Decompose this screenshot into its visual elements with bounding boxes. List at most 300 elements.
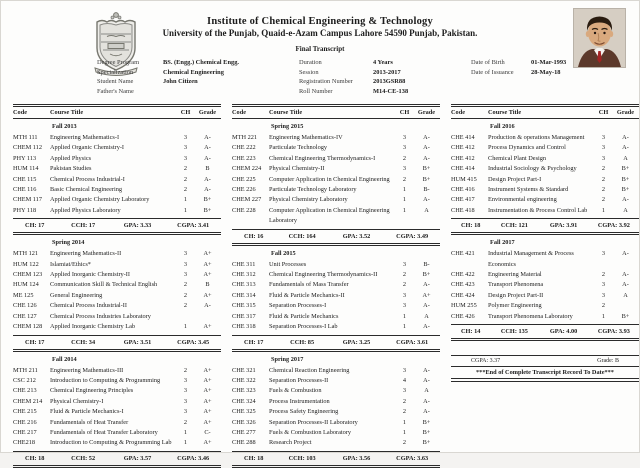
course-row: [451, 133, 639, 143]
info-field: [299, 77, 464, 87]
course-grade: A: [623, 154, 628, 162]
institute-name: Institute of Chemical Engineering & Technology: [207, 16, 433, 27]
transcript-end-box: [451, 355, 639, 382]
course-credit-hours: 2: [601, 175, 606, 183]
course-code: CHE 314: [232, 291, 256, 299]
summary-gpa: GPA: 3.56: [342, 454, 371, 462]
course-row: [13, 133, 221, 143]
course-credit-hours: 2: [402, 439, 407, 447]
course-credit-hours: 2: [183, 165, 188, 173]
semester-block: [13, 237, 221, 351]
course-credit-hours: 3: [402, 302, 407, 310]
student-info-left: [97, 58, 272, 96]
course-grade: A-: [423, 302, 430, 310]
summary-gpa: GPA: 3.51: [123, 338, 152, 346]
course-code: CHE 228: [232, 206, 256, 214]
course-grade: A+: [203, 418, 212, 426]
course-title: Engineering Mathematics-IV: [269, 134, 343, 141]
summary-cch: CCH: 121: [500, 222, 528, 230]
course-grade: B-: [423, 186, 430, 194]
course-code: CHE 317: [232, 312, 256, 320]
semester-summary: [232, 335, 440, 352]
course-credit-hours: 2: [601, 196, 606, 204]
course-grade: A+: [203, 439, 212, 447]
course-code: CHE 126: [13, 302, 37, 310]
course-grade: A: [424, 312, 429, 320]
semester-block: [13, 354, 221, 468]
summary-gpa: GPA: 3.52: [342, 232, 371, 240]
course-grade: B+: [422, 439, 431, 447]
course-credit-hours: 3: [601, 144, 606, 152]
info-field: [471, 58, 621, 68]
course-credit-hours: 1: [183, 323, 188, 331]
course-title: Computer Application in Chemical Engineering: [269, 175, 390, 183]
course-row: [451, 291, 639, 301]
summary-cgpa: CGPA: 3.49: [396, 232, 429, 240]
semester-block: [451, 121, 639, 235]
semester-summary: [13, 451, 221, 468]
course-title: Physical Chemistry-II: [269, 165, 325, 173]
course-grade: B+: [203, 196, 212, 204]
course-credit-hours: 1: [183, 439, 188, 447]
course-code: HUM 415: [451, 175, 477, 183]
student-info-right: [471, 58, 621, 77]
course-row: [232, 206, 440, 227]
course-credit-hours: 3: [183, 376, 188, 384]
course-credit-hours: 3: [183, 134, 188, 141]
course-credit-hours: 3: [402, 291, 407, 299]
course-code: CHE 424: [451, 291, 475, 299]
course-row: [451, 301, 639, 311]
course-title: Engineering Mathematics-I: [50, 134, 120, 141]
course-title: Fundamentals of Mass Transfer: [269, 281, 349, 289]
course-row: [451, 270, 639, 280]
course-credit-hours: 3: [402, 387, 407, 395]
course-grade: A-: [622, 250, 629, 258]
course-row: [13, 206, 221, 216]
field-value: 2013GSR88: [373, 78, 406, 86]
course-credit-hours: 1: [183, 206, 188, 214]
course-title: Communication Skill & Technical English: [50, 281, 158, 289]
course-code: CHE 215: [13, 408, 37, 416]
document-title: Final Transcript: [295, 45, 345, 53]
course-title: Instrument Systems & Standard: [488, 186, 569, 194]
course-title: Pakistan Studies: [50, 165, 92, 173]
course-title: Applied Organic Chemistry Laboratory: [50, 196, 150, 204]
summary-cch: CCH: 34: [71, 338, 96, 346]
course-code: CHE 414: [451, 134, 475, 141]
student-info-mid: [299, 58, 464, 96]
course-title: Transport Phenomena Laboratory: [488, 312, 573, 320]
course-title: Particulate Technology: [269, 144, 328, 152]
end-rule: [451, 379, 639, 382]
semester-block: [232, 248, 440, 352]
semester-title: Fall 2015: [271, 249, 296, 257]
course-code: CHE 414: [451, 165, 475, 173]
course-code: CHE 324: [232, 397, 256, 405]
course-credit-hours: 3: [402, 165, 407, 173]
course-title: Unit Processes: [269, 260, 307, 268]
course-code: CHE 288: [232, 439, 256, 447]
course-row: [13, 322, 221, 332]
course-grade: A-: [204, 154, 211, 162]
course-grade: B+: [621, 175, 630, 183]
course-code: CHE 325: [232, 408, 256, 416]
field-label: Date of Issuance: [471, 68, 514, 76]
summary-cgpa: CGPA: 3.41: [177, 222, 210, 230]
summary-cgpa: CGPA: 3.63: [396, 454, 429, 462]
course-row: [451, 164, 639, 174]
course-row: [13, 301, 221, 311]
course-grade: C-: [204, 428, 211, 436]
table-header: [451, 104, 639, 119]
course-title: Physical Chemistry-I: [50, 397, 104, 405]
course-code: CHE 223: [232, 154, 256, 162]
course-code: CHE 321: [232, 366, 256, 374]
course-credit-hours: 2: [183, 302, 188, 310]
course-row: [13, 175, 221, 185]
final-grade: Grade: B: [597, 358, 619, 365]
course-title: Applied Physics Laboratory: [50, 206, 121, 214]
course-title: Process Safety Engineering: [269, 408, 339, 416]
course-row: [13, 260, 221, 270]
transcript-header: [1, 1, 639, 100]
header-ch: CH: [399, 109, 410, 116]
course-row: [13, 270, 221, 280]
course-row: [232, 143, 440, 153]
course-title: Islamiat/Ethics*: [50, 260, 91, 268]
semester-summary: [232, 451, 440, 468]
course-row: [13, 397, 221, 407]
course-title: Transport Phenomena: [488, 281, 544, 289]
course-credit-hours: 1: [402, 186, 407, 194]
course-title: Research Project: [269, 439, 312, 447]
course-row: [451, 195, 639, 205]
course-title: Chemical Process Industries Laboratory: [50, 312, 151, 320]
course-row: [451, 154, 639, 164]
summary-ch: CH: 14: [460, 328, 481, 336]
course-credit-hours: 2: [183, 281, 188, 289]
course-grade: A-: [423, 376, 430, 384]
course-grade: B+: [422, 418, 431, 426]
info-field: [471, 68, 621, 78]
field-label: Student Name: [97, 78, 134, 86]
course-title: Computer Application in Chemical Engineering Laboratory: [269, 206, 390, 225]
course-code: CHE 116: [13, 186, 37, 194]
course-row: [13, 143, 221, 153]
summary-ch: CH: 17: [244, 338, 264, 346]
course-row: [232, 270, 440, 280]
info-field: [299, 87, 464, 97]
course-row: [232, 428, 440, 438]
course-title: Fuels & Combustion Laboratory: [269, 428, 352, 436]
course-credit-hours: 2: [402, 271, 407, 279]
course-title: Instrumentation & Process Control Lab: [488, 206, 588, 214]
column-body: [451, 121, 639, 341]
course-code: CHE 222: [232, 144, 256, 152]
course-title: Separation Processes-II: [269, 376, 329, 384]
field-label: Session: [299, 68, 319, 76]
course-credit-hours: 3: [402, 260, 407, 268]
field-label: Degree Program: [97, 59, 140, 66]
course-row: [232, 260, 440, 270]
summary-ch: CH: 18: [25, 454, 45, 462]
field-label: Date of Birth: [471, 59, 505, 66]
course-code: CHE 115: [13, 175, 37, 183]
course-title: Engineering Mathematics-III: [50, 366, 124, 374]
course-code: CHE 326: [232, 418, 256, 426]
semester-title: Spring 2014: [52, 239, 85, 247]
course-grade: A+: [203, 397, 212, 405]
course-row: [13, 418, 221, 428]
course-title: Chemical Reaction Engineering: [269, 366, 350, 374]
field-value: 01-Mar-1993: [531, 59, 567, 66]
university-name: University of the Punjab, Quaid-e-Azam Campus Lahore 54590 Punjab, Pakistan.: [162, 28, 478, 38]
column-body: [13, 121, 221, 468]
course-credit-hours: 1: [402, 196, 407, 204]
header-course-title: Course Title: [488, 109, 522, 116]
summary-ch: CH: 18: [244, 454, 264, 462]
course-grade: B+: [422, 428, 431, 436]
course-credit-hours: 2: [601, 271, 606, 279]
course-row: [232, 366, 440, 376]
header-ch: CH: [598, 109, 609, 116]
course-code: ME 125: [13, 291, 34, 299]
column-body: [232, 121, 440, 468]
course-title: Process Instrumentation: [269, 397, 330, 405]
course-credit-hours: 2: [183, 291, 188, 299]
semester-title: Fall 2014: [52, 355, 77, 363]
header-ch: CH: [180, 109, 191, 116]
field-value: Chemical Engineering: [163, 68, 224, 76]
course-grade: A-: [423, 134, 430, 141]
field-value: 4 Years: [373, 59, 393, 66]
semester-block: [13, 121, 221, 235]
course-credit-hours: 4: [402, 376, 407, 384]
course-title: General Engineering: [50, 291, 103, 299]
course-row: [451, 206, 639, 216]
course-row: [13, 428, 221, 438]
course-credit-hours: 2: [601, 165, 606, 173]
table-header: [232, 104, 440, 119]
course-row: [13, 438, 221, 448]
course-code: CSC 212: [13, 376, 36, 384]
summary-cgpa: CGPA: 3.45: [177, 338, 210, 346]
course-row: [13, 312, 221, 322]
field-label: Specialization: [97, 68, 134, 76]
field-value: BS. (Engg.) Chemical Engg.: [163, 59, 239, 66]
course-credit-hours: 2: [402, 408, 407, 416]
info-field: [97, 68, 272, 78]
course-grade: A-: [423, 366, 430, 374]
course-title: Chemical Plant Design: [488, 154, 547, 162]
course-title: Chemical Engineering Thermodynamics-I: [269, 154, 376, 162]
course-grade: A: [623, 206, 628, 214]
course-code: HUM 122: [13, 260, 39, 268]
course-code: MTH 211: [13, 366, 38, 374]
course-grade: A+: [203, 291, 212, 299]
course-title: Separation Processes-I: [269, 302, 327, 310]
course-row: [232, 407, 440, 417]
transcript-column-1: [13, 104, 221, 468]
course-code: CHE 311: [232, 260, 256, 268]
course-code: CHE 127: [13, 312, 37, 320]
course-grade: B+: [422, 165, 431, 173]
course-code: CHE 416: [451, 186, 475, 194]
course-grade: B: [205, 281, 210, 289]
course-credit-hours: 3: [601, 134, 606, 141]
semester-block: [451, 237, 639, 341]
course-code: CHE 312: [232, 271, 256, 279]
field-label: Roll Number: [299, 87, 333, 95]
course-credit-hours: 1: [601, 312, 606, 320]
course-code: CHE 412: [451, 154, 475, 162]
course-code: CHE 313: [232, 281, 256, 289]
field-value: 2013-2017: [373, 68, 401, 76]
course-row: [232, 322, 440, 332]
course-credit-hours: 3: [183, 271, 188, 279]
final-result-line: [451, 356, 639, 367]
course-code: CHE 225: [232, 175, 256, 183]
course-grade: A: [424, 387, 429, 395]
course-code: PHY 113: [13, 154, 37, 162]
course-row: [232, 301, 440, 311]
semester-summary: [13, 218, 221, 235]
course-title: Industrial Management & Process Economics: [488, 250, 574, 268]
course-title: Particulate Technology Laboratory: [269, 186, 357, 194]
course-title: Introduction to Computing & Programming: [50, 376, 161, 384]
course-code: CHE 412: [451, 144, 475, 152]
course-title: Applied Physics: [50, 154, 92, 162]
course-credit-hours: 2: [402, 154, 407, 162]
course-code: CHE 216: [13, 418, 37, 426]
course-title: Fundamentals of Heat Transfer: [50, 418, 129, 426]
summary-cch: CCH: 52: [71, 454, 96, 462]
course-code: CHE218: [13, 439, 36, 447]
course-credit-hours: 2: [402, 397, 407, 405]
course-code: CHEM 123: [13, 271, 43, 279]
semester-summary: [13, 335, 221, 352]
field-value: John Citizen: [163, 78, 198, 86]
course-row: [13, 195, 221, 205]
course-row: [232, 397, 440, 407]
course-credit-hours: 3: [601, 250, 606, 258]
header-code: Code: [13, 109, 27, 116]
course-row: [13, 249, 221, 259]
semester-summary: [451, 218, 639, 235]
course-code: CHE 423: [451, 281, 475, 289]
summary-cch: CCH: 103: [288, 454, 316, 462]
header-grade: Grade: [198, 109, 217, 116]
field-label: Father's Name: [97, 87, 134, 95]
course-row: [13, 154, 221, 164]
header-grade: Grade: [417, 109, 436, 116]
transcript-column-2: [232, 104, 440, 468]
field-value: M14-CE-138: [373, 87, 409, 95]
course-title: Applied Inorganic Chemistry Lab: [50, 323, 136, 331]
summary-cgpa: CGPA: 3.92: [597, 222, 630, 230]
summary-ch: CH: 17: [25, 338, 45, 346]
course-grade: A: [623, 291, 628, 299]
course-grade: B-: [423, 260, 430, 268]
course-title: Applied Inorganic Chemistry-II: [50, 271, 130, 279]
summary-gpa: GPA: 4.00: [549, 328, 578, 336]
course-code: CHE 277: [232, 428, 256, 436]
summary-cch: CCH: 17: [71, 222, 96, 230]
course-title: Design Project Part-I: [488, 175, 542, 183]
course-grade: B+: [621, 186, 630, 194]
course-grade: B+: [422, 175, 431, 183]
course-grade: A-: [423, 323, 430, 331]
course-grade: A-: [423, 144, 430, 152]
course-row: [451, 249, 639, 270]
course-credit-hours: 2: [402, 281, 407, 289]
course-grade: A+: [203, 323, 212, 331]
course-row: [451, 143, 639, 153]
course-credit-hours: 1: [402, 428, 407, 436]
course-title: Separation Processes-II Laboratory: [269, 418, 358, 426]
course-code: CHE 417: [451, 196, 475, 204]
semester-title: Fall 2016: [490, 123, 515, 130]
course-code: CHE 418: [451, 206, 475, 214]
table-header: [13, 104, 221, 119]
semester-summary: [232, 229, 440, 246]
course-row: [232, 418, 440, 428]
summary-cch: CCH: 85: [290, 338, 315, 346]
header-course-title: Course Title: [50, 109, 84, 116]
course-row: [451, 175, 639, 185]
course-grade: A-: [204, 175, 211, 183]
course-code: MTH 121: [13, 250, 39, 258]
course-row: [451, 312, 639, 322]
summary-gpa: GPA: 3.25: [342, 338, 371, 346]
course-code: CHE 421: [451, 250, 475, 258]
course-credit-hours: 1: [402, 323, 407, 331]
course-grade: A+: [203, 260, 212, 268]
course-row: [451, 280, 639, 290]
course-credit-hours: 1: [402, 312, 407, 320]
course-title: Chemical Engineering Thermodynamics-II: [269, 271, 378, 279]
course-code: CHE 315: [232, 302, 256, 310]
course-credit-hours: 2: [601, 186, 606, 194]
course-code: CHE 422: [451, 271, 475, 279]
info-field: [299, 68, 464, 78]
course-row: [232, 280, 440, 290]
course-credit-hours: 3: [183, 144, 188, 152]
course-code: CHEM 227: [232, 196, 262, 204]
course-code: CHE 323: [232, 387, 256, 395]
info-field: [97, 77, 272, 87]
course-row: [232, 291, 440, 301]
summary-cgpa: CGPA: 3.93: [597, 328, 630, 336]
course-row: [13, 407, 221, 417]
course-grade: A-: [622, 271, 629, 279]
course-code: HUM 124: [13, 281, 39, 289]
summary-gpa: GPA: 3.57: [123, 454, 152, 462]
course-row: [232, 312, 440, 322]
course-title: Process Dynamics and Control: [488, 144, 566, 152]
summary-ch: CH: 16: [244, 232, 264, 240]
course-title: Physical Chemistry Laboratory: [269, 196, 348, 204]
course-grade: A: [424, 206, 429, 214]
course-credit-hours: 3: [183, 408, 188, 416]
course-title: Engineering Mathematics-II: [50, 250, 122, 258]
course-title: Chemical Engineering Principles: [50, 387, 134, 395]
semester-title: Spring 2017: [271, 355, 304, 363]
course-row: [13, 164, 221, 174]
course-title: Industrial Sociology & Psychology: [488, 165, 577, 173]
course-title: Separation Processes-I Lab: [269, 323, 338, 331]
